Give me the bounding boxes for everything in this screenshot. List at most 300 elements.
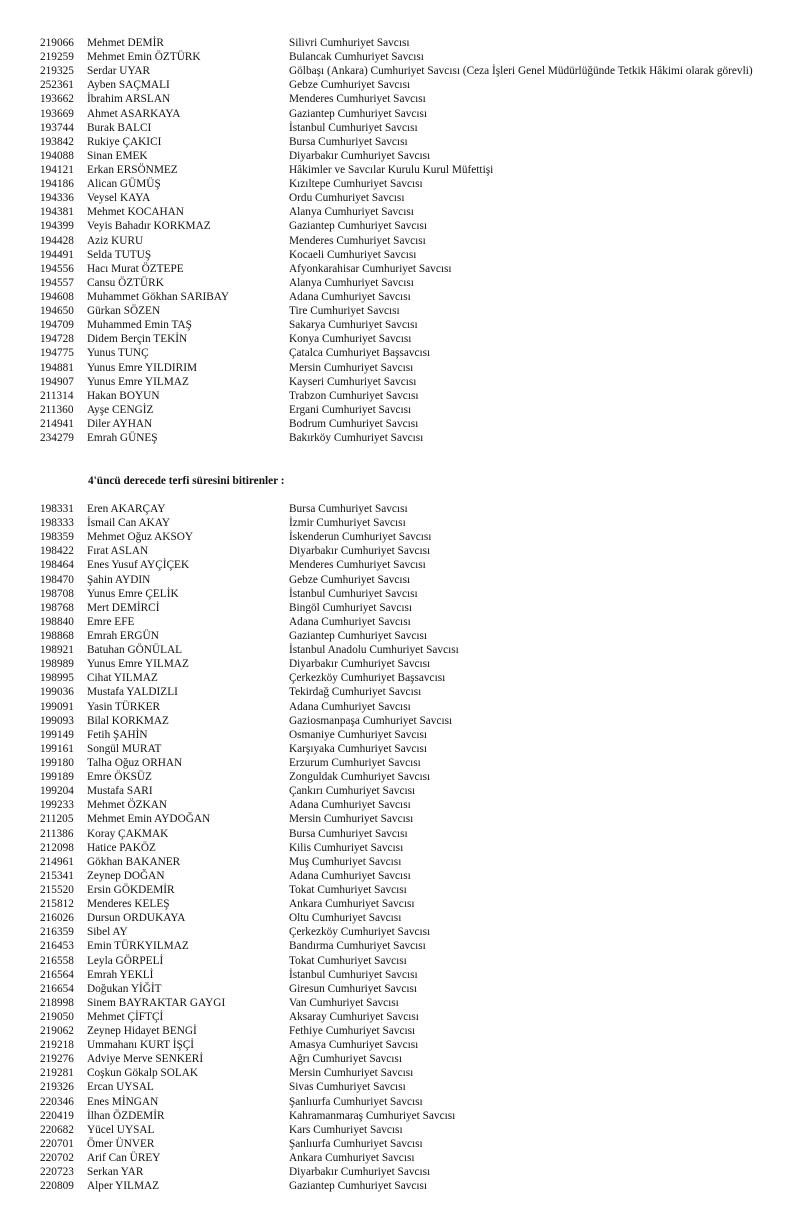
person-name: Cansu ÖZTÜRK bbox=[87, 276, 164, 289]
person-name: Mustafa YALDIZLI bbox=[87, 686, 178, 699]
registry-number: 220346 bbox=[40, 1095, 74, 1108]
person-name: Emre EFE bbox=[87, 615, 135, 628]
list-item bbox=[40, 643, 780, 657]
assignment-post: Ağrı Cumhuriyet Savcısı bbox=[289, 1053, 402, 1066]
person-name: Zeynep DOĞAN bbox=[87, 869, 165, 882]
registry-number: 234279 bbox=[40, 432, 74, 445]
registry-number: 194399 bbox=[40, 220, 74, 233]
assignment-post: Menderes Cumhuriyet Savcısı bbox=[289, 559, 426, 572]
list-item bbox=[40, 1066, 780, 1080]
list-item bbox=[40, 149, 780, 163]
list-item bbox=[40, 1151, 780, 1165]
registry-number: 198840 bbox=[40, 615, 74, 628]
list-item bbox=[40, 558, 780, 572]
registry-number: 194907 bbox=[40, 375, 74, 388]
person-name: Ömer ÜNVER bbox=[87, 1137, 155, 1150]
list-item bbox=[40, 502, 780, 516]
person-name: Yasin TÜRKER bbox=[87, 700, 161, 713]
assignment-post: Şanlıurfa Cumhuriyet Savcısı bbox=[289, 1095, 423, 1108]
assignment-post: Bulancak Cumhuriyet Savcısı bbox=[289, 51, 424, 64]
person-name: Enes MİNGAN bbox=[87, 1095, 159, 1108]
person-name: Ummahanı KURT İŞÇİ bbox=[87, 1039, 195, 1052]
list-item bbox=[40, 78, 780, 92]
assignment-post: İstanbul Anadolu Cumhuriyet Savcısı bbox=[289, 644, 459, 657]
registry-number: 212098 bbox=[40, 841, 74, 854]
registry-number: 199204 bbox=[40, 785, 74, 798]
list-item bbox=[40, 657, 780, 671]
assignment-post: Adana Cumhuriyet Savcısı bbox=[289, 700, 411, 713]
person-name: Bilal KORKMAZ bbox=[87, 714, 169, 727]
list-item bbox=[40, 756, 780, 770]
person-name: Emrah YEKLİ bbox=[87, 968, 154, 981]
registry-number: 198921 bbox=[40, 644, 74, 657]
assignment-post: İstanbul Cumhuriyet Savcısı bbox=[289, 121, 418, 134]
registry-number: 220723 bbox=[40, 1166, 74, 1179]
person-name: İsmail Can AKAY bbox=[87, 517, 171, 530]
person-name: Batuhan GÖNÜLAL bbox=[87, 644, 183, 657]
registry-number: 198422 bbox=[40, 545, 74, 558]
registry-number: 194088 bbox=[40, 149, 74, 162]
registry-number: 219325 bbox=[40, 65, 74, 78]
list-item bbox=[40, 883, 780, 897]
person-name: Yunus Emre ÇELİK bbox=[87, 587, 179, 600]
registry-number: 194557 bbox=[40, 276, 74, 289]
assignment-post: Gebze Cumhuriyet Savcısı bbox=[289, 79, 411, 92]
assignment-post: Kilis Cumhuriyet Savcısı bbox=[289, 841, 404, 854]
list-item bbox=[40, 925, 780, 939]
registry-number: 211314 bbox=[40, 389, 74, 402]
registry-number: 194608 bbox=[40, 290, 74, 303]
list-item bbox=[40, 163, 780, 177]
list-item bbox=[40, 573, 780, 587]
registry-number: 194650 bbox=[40, 305, 74, 318]
registry-number: 194428 bbox=[40, 234, 74, 247]
registry-number: 198359 bbox=[40, 531, 74, 544]
registry-number: 199091 bbox=[40, 700, 74, 713]
registry-number: 193662 bbox=[40, 93, 74, 106]
list-item bbox=[40, 1038, 780, 1052]
registry-number: 220701 bbox=[40, 1137, 74, 1150]
assignment-post: Şanlıurfa Cumhuriyet Savcısı bbox=[289, 1137, 423, 1150]
person-name: Emre ÖKSÜZ bbox=[87, 771, 152, 784]
assignment-post: Ankara Cumhuriyet Savcısı bbox=[289, 898, 415, 911]
assignment-post: Zonguldak Cumhuriyet Savcısı bbox=[289, 771, 431, 784]
assignment-post: Trabzon Cumhuriyet Savcısı bbox=[289, 389, 419, 402]
assignment-post: Fethiye Cumhuriyet Savcısı bbox=[289, 1025, 416, 1038]
assignment-post: Gaziantep Cumhuriyet Savcısı bbox=[289, 220, 428, 233]
registry-number: 194709 bbox=[40, 319, 74, 332]
list-item bbox=[40, 1052, 780, 1066]
list-item bbox=[40, 135, 780, 149]
list-item bbox=[40, 304, 780, 318]
person-name: Ayben SAÇMALI bbox=[87, 79, 170, 92]
registry-number: 219326 bbox=[40, 1081, 74, 1094]
list-item bbox=[40, 64, 780, 78]
assignment-post: Kızıltepe Cumhuriyet Savcısı bbox=[289, 178, 423, 191]
registry-number: 219062 bbox=[40, 1025, 74, 1038]
list-item bbox=[40, 812, 780, 826]
assignment-post: Van Cumhuriyet Savcısı bbox=[289, 996, 399, 1009]
registry-number: 198470 bbox=[40, 573, 74, 586]
person-name: Emin TÜRKYILMAZ bbox=[87, 940, 189, 953]
registry-number: 194186 bbox=[40, 178, 74, 191]
assignment-post: Tokat Cumhuriyet Savcısı bbox=[289, 883, 407, 896]
list-item bbox=[40, 1024, 780, 1038]
list-item bbox=[40, 530, 780, 544]
registry-number: 198333 bbox=[40, 517, 74, 530]
list-item bbox=[40, 897, 780, 911]
registry-number: 199161 bbox=[40, 742, 74, 755]
registry-number: 214941 bbox=[40, 417, 74, 430]
person-name: Dursun ORDUKAYA bbox=[87, 912, 186, 925]
list-item bbox=[40, 403, 780, 417]
list-item bbox=[40, 50, 780, 64]
list-item bbox=[40, 248, 780, 262]
assignment-post: Oltu Cumhuriyet Savcısı bbox=[289, 912, 402, 925]
list-item bbox=[40, 629, 780, 643]
assignment-post: Bakırköy Cumhuriyet Savcısı bbox=[289, 432, 424, 445]
list-item bbox=[40, 1123, 780, 1137]
person-name: Yunus TUNÇ bbox=[87, 347, 149, 360]
list-item bbox=[40, 389, 780, 403]
person-name: Zeynep Hidayet BENGİ bbox=[87, 1025, 197, 1038]
section-heading-4th-degree: 4'üncü derecede terfi süresini bitirenler : bbox=[88, 475, 285, 487]
assignment-post: Amasya Cumhuriyet Savcısı bbox=[289, 1039, 419, 1052]
assignment-post: Gaziantep Cumhuriyet Savcısı bbox=[289, 629, 428, 642]
person-name: Sinan EMEK bbox=[87, 149, 148, 162]
list-item bbox=[40, 36, 780, 50]
list-item bbox=[40, 671, 780, 685]
list-item bbox=[40, 544, 780, 558]
registry-number: 194336 bbox=[40, 192, 74, 205]
registry-number: 215341 bbox=[40, 869, 74, 882]
registry-number: 198768 bbox=[40, 601, 74, 614]
registry-number: 219259 bbox=[40, 51, 74, 64]
registry-number: 220682 bbox=[40, 1123, 74, 1136]
list-item bbox=[40, 121, 780, 135]
registry-number: 214961 bbox=[40, 855, 74, 868]
person-name: Enes Yusuf AYÇİÇEK bbox=[87, 559, 190, 572]
assignment-post: Mersin Cumhuriyet Savcısı bbox=[289, 813, 414, 826]
person-name: İbrahim ARSLAN bbox=[87, 93, 171, 106]
assignment-post: Sivas Cumhuriyet Savcısı bbox=[289, 1081, 406, 1094]
list-item bbox=[40, 742, 780, 756]
registry-number: 219281 bbox=[40, 1067, 74, 1080]
list-item bbox=[40, 290, 780, 304]
registry-number: 198868 bbox=[40, 629, 74, 642]
person-name: Mehmet KOCAHAN bbox=[87, 206, 184, 219]
list-item bbox=[40, 177, 780, 191]
assignment-post: Bodrum Cumhuriyet Savcısı bbox=[289, 417, 419, 430]
registry-number: 220702 bbox=[40, 1152, 74, 1165]
registry-number: 194121 bbox=[40, 163, 74, 176]
list-item bbox=[40, 1109, 780, 1123]
list-item bbox=[40, 92, 780, 106]
registry-number: 216654 bbox=[40, 982, 74, 995]
registry-number: 219218 bbox=[40, 1039, 74, 1052]
registry-number: 211386 bbox=[40, 827, 74, 840]
assignment-post: Bursa Cumhuriyet Savcısı bbox=[289, 827, 408, 840]
person-name: Yücel UYSAL bbox=[87, 1123, 155, 1136]
list-item bbox=[40, 685, 780, 699]
registry-number: 199149 bbox=[40, 728, 74, 741]
registry-number: 216453 bbox=[40, 940, 74, 953]
assignment-post: Aksaray Cumhuriyet Savcısı bbox=[289, 1010, 419, 1023]
person-name: Yunus Emre YILMAZ bbox=[87, 375, 189, 388]
person-name: Arif Can ÜREY bbox=[87, 1152, 161, 1165]
person-name: Leyla GÖRPELİ bbox=[87, 954, 164, 967]
list-item bbox=[40, 714, 780, 728]
list-item bbox=[40, 417, 780, 431]
assignment-post: İskenderun Cumhuriyet Savcısı bbox=[289, 531, 432, 544]
list-item bbox=[40, 1165, 780, 1179]
person-name: Rukiye ÇAKICI bbox=[87, 135, 162, 148]
assignment-post: Konya Cumhuriyet Savcısı bbox=[289, 333, 412, 346]
list-item bbox=[40, 968, 780, 982]
assignment-post: Çatalca Cumhuriyet Başsavcısı bbox=[289, 347, 431, 360]
assignment-post: Diyarbakır Cumhuriyet Savcısı bbox=[289, 545, 431, 558]
list-item bbox=[40, 262, 780, 276]
assignment-post: Erzurum Cumhuriyet Savcısı bbox=[289, 756, 421, 769]
registry-number: 194775 bbox=[40, 347, 74, 360]
list-item bbox=[40, 1179, 780, 1193]
registry-number: 198464 bbox=[40, 559, 74, 572]
person-name: Veyis Bahadır KORKMAZ bbox=[87, 220, 211, 233]
assignment-post: Adana Cumhuriyet Savcısı bbox=[289, 799, 411, 812]
person-name: Coşkun Gökalp SOLAK bbox=[87, 1067, 199, 1080]
assignment-post: Gebze Cumhuriyet Savcısı bbox=[289, 573, 411, 586]
list-item bbox=[40, 855, 780, 869]
person-name: Mehmet ÇİFTÇİ bbox=[87, 1010, 164, 1023]
assignment-post: Tire Cumhuriyet Savcısı bbox=[289, 305, 400, 318]
assignment-post: Diyarbakır Cumhuriyet Savcısı bbox=[289, 658, 431, 671]
assignment-post: Ankara Cumhuriyet Savcısı bbox=[289, 1152, 415, 1165]
assignment-post: Kocaeli Cumhuriyet Savcısı bbox=[289, 248, 417, 261]
person-name: Gürkan SÖZEN bbox=[87, 305, 161, 318]
assignment-post: Çerkezköy Cumhuriyet Savcısı bbox=[289, 926, 431, 939]
assignment-post: Adana Cumhuriyet Savcısı bbox=[289, 869, 411, 882]
list-item bbox=[40, 1010, 780, 1024]
person-name: Mehmet Emin ÖZTÜRK bbox=[87, 51, 201, 64]
assignment-post: Gölbaşı (Ankara) Cumhuriyet Savcısı (Ceza İşleri Genel Müdürlüğünde Tetkik Hâkimi olarak görevli) bbox=[289, 65, 753, 78]
list-item bbox=[40, 996, 780, 1010]
person-name: Doğukan YİĞİT bbox=[87, 982, 162, 995]
registry-number: 194556 bbox=[40, 262, 74, 275]
assignment-post: Hâkimler ve Savcılar Kurulu Kurul Müfettişi bbox=[289, 163, 494, 176]
list-item bbox=[40, 939, 780, 953]
registry-number: 194381 bbox=[40, 206, 74, 219]
person-name: Diler AYHAN bbox=[87, 417, 153, 430]
registry-number: 199093 bbox=[40, 714, 74, 727]
registry-number: 216026 bbox=[40, 912, 74, 925]
list-item bbox=[40, 107, 780, 121]
registry-number: 220419 bbox=[40, 1109, 74, 1122]
person-name: Didem Berçin TEKİN bbox=[87, 333, 188, 346]
registry-number: 194728 bbox=[40, 333, 74, 346]
person-name: Yunus Emre YILMAZ bbox=[87, 658, 189, 671]
list-item bbox=[40, 982, 780, 996]
registry-number: 216558 bbox=[40, 954, 74, 967]
person-name: Emrah GÜNEŞ bbox=[87, 432, 158, 445]
registry-number: 215520 bbox=[40, 883, 74, 896]
assignment-post: Adana Cumhuriyet Savcısı bbox=[289, 290, 411, 303]
assignment-post: Alanya Cumhuriyet Savcısı bbox=[289, 276, 414, 289]
assignment-post: Silivri Cumhuriyet Savcısı bbox=[289, 37, 410, 49]
registry-number: 216564 bbox=[40, 968, 74, 981]
person-name: Songül MURAT bbox=[87, 742, 162, 755]
assignment-post: Osmaniye Cumhuriyet Savcısı bbox=[289, 728, 428, 741]
registry-number: 199180 bbox=[40, 756, 74, 769]
person-name: Fetih ŞAHİN bbox=[87, 728, 148, 741]
person-name: Mert DEMİRCİ bbox=[87, 601, 160, 614]
registry-number: 211205 bbox=[40, 813, 74, 826]
person-name: Ayşe CENGİZ bbox=[87, 403, 154, 416]
list-item bbox=[40, 318, 780, 332]
person-name: Sibel AY bbox=[87, 926, 128, 939]
registry-number: 193669 bbox=[40, 107, 74, 120]
person-name: Burak BALCI bbox=[87, 121, 152, 134]
person-name: Adviye Merve SENKERİ bbox=[87, 1053, 204, 1066]
person-name: Hacı Murat ÖZTEPE bbox=[87, 262, 184, 275]
assignment-post: Kars Cumhuriyet Savcısı bbox=[289, 1123, 403, 1136]
person-name: Talha Oğuz ORHAN bbox=[87, 756, 183, 769]
list-item bbox=[40, 191, 780, 205]
person-name: Yunus Emre YILDIRIM bbox=[87, 361, 198, 374]
list-item bbox=[40, 869, 780, 883]
assignment-post: Çankırı Cumhuriyet Savcısı bbox=[289, 785, 416, 798]
assignment-post: Gaziantep Cumhuriyet Savcısı bbox=[289, 107, 428, 120]
registry-number: 194491 bbox=[40, 248, 74, 261]
person-name: Serkan YAR bbox=[87, 1166, 144, 1179]
person-name: Mustafa SARI bbox=[87, 785, 153, 798]
person-name: Mehmet DEMİR bbox=[87, 37, 164, 49]
registry-number: 211360 bbox=[40, 403, 74, 416]
person-name: Gökhan BAKANER bbox=[87, 855, 181, 868]
assignment-post: Gaziosmanpaşa Cumhuriyet Savcısı bbox=[289, 714, 453, 727]
person-name: Erkan ERSÖNMEZ bbox=[87, 163, 178, 176]
list-item bbox=[40, 784, 780, 798]
registry-number: 219276 bbox=[40, 1053, 74, 1066]
person-name: Selda TUTUŞ bbox=[87, 248, 152, 261]
list-item bbox=[40, 587, 780, 601]
registry-number: 198331 bbox=[40, 503, 74, 515]
person-name: Şahin AYDIN bbox=[87, 573, 151, 586]
assignment-post: Kahramanmaraş Cumhuriyet Savcısı bbox=[289, 1109, 456, 1122]
list-item bbox=[40, 205, 780, 219]
assignment-post: Tokat Cumhuriyet Savcısı bbox=[289, 954, 407, 967]
registry-number: 198708 bbox=[40, 587, 74, 600]
list-item bbox=[40, 1095, 780, 1109]
assignment-post: Adana Cumhuriyet Savcısı bbox=[289, 615, 411, 628]
list-item bbox=[40, 276, 780, 290]
list-item bbox=[40, 770, 780, 784]
list-item bbox=[40, 954, 780, 968]
person-name: Ersin GÖKDEMİR bbox=[87, 883, 175, 896]
registry-number: 252361 bbox=[40, 79, 74, 92]
list-item bbox=[40, 601, 780, 615]
assignment-post: İzmir Cumhuriyet Savcısı bbox=[289, 517, 406, 530]
registry-number: 193842 bbox=[40, 135, 74, 148]
assignment-post: Sakarya Cumhuriyet Savcısı bbox=[289, 319, 418, 332]
registry-number: 219066 bbox=[40, 37, 74, 49]
assignment-post: İstanbul Cumhuriyet Savcısı bbox=[289, 587, 418, 600]
person-name: Mehmet Emin AYDOĞAN bbox=[87, 813, 211, 826]
list-item bbox=[40, 516, 780, 530]
assignment-post: Kayseri Cumhuriyet Savcısı bbox=[289, 375, 417, 388]
list-item bbox=[40, 911, 780, 925]
registry-number: 193744 bbox=[40, 121, 74, 134]
registry-number: 198989 bbox=[40, 658, 74, 671]
person-name: Veysel KAYA bbox=[87, 192, 151, 205]
person-name: İlhan ÖZDEMİR bbox=[87, 1109, 165, 1122]
person-name: Menderes KELEŞ bbox=[87, 898, 170, 911]
registry-number: 199189 bbox=[40, 771, 74, 784]
registry-number: 219050 bbox=[40, 1010, 74, 1023]
assignment-post: Muş Cumhuriyet Savcısı bbox=[289, 855, 402, 868]
list-item bbox=[40, 700, 780, 714]
assignment-post: Alanya Cumhuriyet Savcısı bbox=[289, 206, 414, 219]
list-item bbox=[40, 798, 780, 812]
assignment-post: Bingöl Cumhuriyet Savcısı bbox=[289, 601, 413, 614]
assignment-post: Bandırma Cumhuriyet Savcısı bbox=[289, 940, 426, 953]
assignment-post: Tekirdağ Cumhuriyet Savcısı bbox=[289, 686, 422, 699]
registry-number: 220809 bbox=[40, 1180, 74, 1193]
assignment-post: Menderes Cumhuriyet Savcısı bbox=[289, 234, 426, 247]
assignment-post: Bursa Cumhuriyet Savcısı bbox=[289, 135, 408, 148]
assignment-post: İstanbul Cumhuriyet Savcısı bbox=[289, 968, 418, 981]
list-item bbox=[40, 827, 780, 841]
person-name: Muhammet Gökhan SARIBAY bbox=[87, 290, 230, 303]
person-name: Ercan UYSAL bbox=[87, 1081, 154, 1094]
list-item bbox=[40, 728, 780, 742]
person-name: Sinem BAYRAKTAR GAYGI bbox=[87, 996, 226, 1009]
list-item bbox=[40, 346, 780, 360]
list-item bbox=[40, 615, 780, 629]
person-name: Alican GÜMÜŞ bbox=[87, 178, 161, 191]
list-item bbox=[40, 361, 780, 375]
assignment-post: Karşıyaka Cumhuriyet Savcısı bbox=[289, 742, 428, 755]
person-name: Alper YILMAZ bbox=[87, 1180, 160, 1193]
assignment-post: Bursa Cumhuriyet Savcısı bbox=[289, 503, 408, 515]
assignment-post: Menderes Cumhuriyet Savcısı bbox=[289, 93, 426, 106]
registry-number: 199233 bbox=[40, 799, 74, 812]
assignment-post: Ergani Cumhuriyet Savcısı bbox=[289, 403, 412, 416]
person-name: Aziz KURU bbox=[87, 234, 144, 247]
prosecutor-list-section-1 bbox=[40, 36, 780, 445]
list-item bbox=[40, 219, 780, 233]
list-item bbox=[40, 841, 780, 855]
registry-number: 199036 bbox=[40, 686, 74, 699]
person-name: Cihat YILMAZ bbox=[87, 672, 158, 685]
registry-number: 198995 bbox=[40, 672, 74, 685]
list-item bbox=[40, 1137, 780, 1151]
list-item bbox=[40, 375, 780, 389]
assignment-post: Diyarbakır Cumhuriyet Savcısı bbox=[289, 149, 431, 162]
person-name: Mehmet Oğuz AKSOY bbox=[87, 531, 194, 544]
assignment-post: Mersin Cumhuriyet Savcısı bbox=[289, 1067, 414, 1080]
registry-number: 216359 bbox=[40, 926, 74, 939]
prosecutor-list-section-2 bbox=[40, 502, 780, 1193]
list-item bbox=[40, 1080, 780, 1094]
assignment-post: Mersin Cumhuriyet Savcısı bbox=[289, 361, 414, 374]
assignment-post: Ordu Cumhuriyet Savcısı bbox=[289, 192, 405, 205]
person-name: Eren AKARÇAY bbox=[87, 503, 166, 515]
person-name: Fırat ASLAN bbox=[87, 545, 149, 558]
assignment-post: Çerkezköy Cumhuriyet Başsavcısı bbox=[289, 672, 446, 685]
person-name: Koray ÇAKMAK bbox=[87, 827, 169, 840]
person-name: Muhammed Emin TAŞ bbox=[87, 319, 192, 332]
registry-number: 194881 bbox=[40, 361, 74, 374]
